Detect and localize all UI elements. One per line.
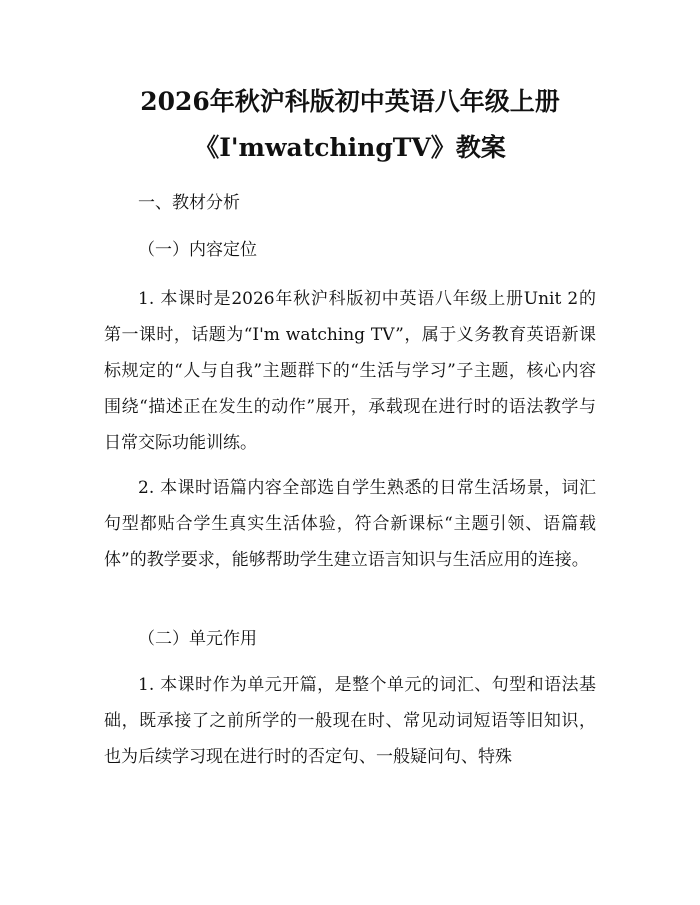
paragraph-unit-role-1: 1. 本课时作为单元开篇，是整个单元的词汇、句型和语法基础，既承接了之前所学的一般现在时、常见动词短语等旧知识，也为后续学习现在进行时的否定句、一般疑问句、特殊 bbox=[104, 675, 596, 767]
document-title-line-1: 2026年秋沪科版初中英语八年级上册 bbox=[140, 87, 560, 116]
subsection-heading-content-positioning: （一）内容定位 bbox=[138, 240, 257, 260]
document-title-line-2: 《I'mwatchingTV》教案 bbox=[194, 133, 506, 162]
section-heading-textbook-analysis: 一、教材分析 bbox=[138, 193, 240, 213]
subsection-heading-unit-role: （二）单元作用 bbox=[138, 629, 257, 649]
paragraph-content-positioning-2: 2. 本课时语篇内容全部选自学生熟悉的日常生活场景，词汇句型都贴合学生真实生活体验，符合新课标“主题引领、语篇载体”的教学要求，能够帮助学生建立语言知识与生活应用的连接。 bbox=[104, 478, 596, 570]
paragraph-content-positioning-1: 1. 本课时是2026年秋沪科版初中英语八年级上册Unit 2的第一课时，话题为“I'm watching TV”，属于义务教育英语新课标规定的“人与自我”主题群下的“生活与学习”子主题，核心内容围绕“描述正在发生的动作”展开，承载现在进行时的语法教学与日常交际功能训练。 bbox=[104, 289, 596, 453]
